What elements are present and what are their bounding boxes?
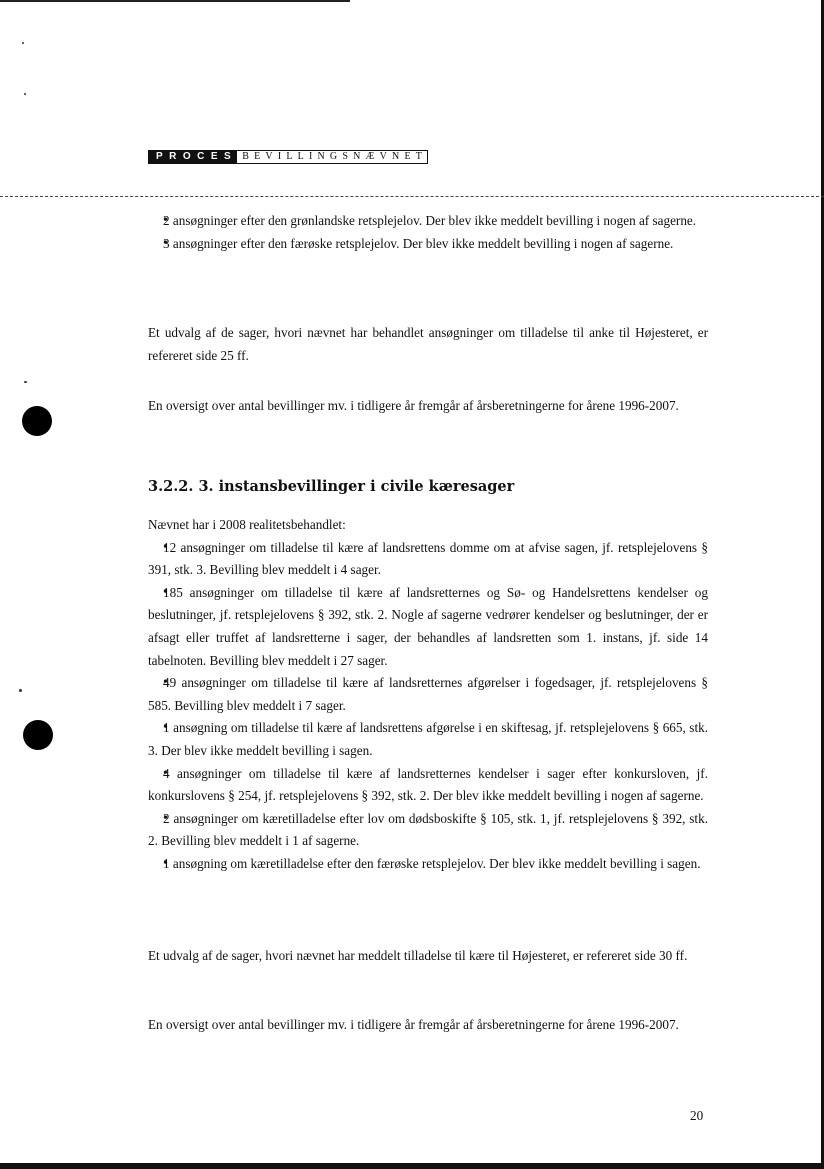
paragraph-text: Et udvalg af de sager, hvori nævnet har behandlet ansøgninger om tilladelse til anke til Højesteret, er refereret side 25 ff. bbox=[148, 325, 708, 363]
list-item: • 4 ansøgninger om tilladelse til kære af landsretternes kendelser i sager efter konkursloven, jf. konkurslovens § 254, jf. retsplejelovens § 392, stk. 2. Der blev ikke meddelt bevilling i nogen af sagerne. bbox=[148, 763, 708, 808]
paragraph-text: En oversigt over antal bevillinger mv. i tidligere år fremgår af årsberetningerne for årene 1996-2007. bbox=[148, 398, 679, 413]
scan-speck bbox=[24, 381, 27, 383]
intro-text: Nævnet har i 2008 realitetsbehandlet: bbox=[148, 517, 346, 532]
punch-hole bbox=[23, 720, 53, 750]
punch-hole bbox=[22, 406, 52, 436]
list-item: • 3 ansøgninger efter den færøske retsplejelov. Der blev ikke meddelt bevilling i nogen af sagerne. bbox=[148, 233, 708, 256]
page-number: 20 bbox=[690, 1108, 704, 1123]
page-header bbox=[148, 150, 428, 164]
scan-bottom-edge bbox=[0, 1163, 824, 1169]
header-divider bbox=[0, 196, 824, 197]
header-bevillingsnaevnet: BEVILLINGSNÆVNET bbox=[237, 150, 428, 164]
scan-speck bbox=[19, 689, 22, 692]
top-bullet-list bbox=[148, 210, 708, 255]
paragraph bbox=[148, 395, 708, 418]
list-item: • 12 ansøgninger om tilladelse til kære af landsrettens domme om at afvise sagen, jf. retsplejelovens § 391, stk. 3. Bevilling blev meddelt i 4 sager. bbox=[148, 537, 708, 582]
paragraph bbox=[148, 945, 708, 968]
list-item: • 2 ansøgninger om kæretilladelse efter lov om dødsboskifte § 105, stk. 1, jf. retsplejelovens § 392, stk. 2. Bevilling blev meddelt i 1 af sagerne. bbox=[148, 808, 708, 853]
paragraph-text: En oversigt over antal bevillinger mv. i tidligere år fremgår af årsberetningerne for årene 1996-2007. bbox=[148, 1017, 679, 1032]
paragraph bbox=[148, 322, 708, 367]
section-body bbox=[148, 514, 708, 876]
list-item: • 1 ansøgning om kæretilladelse efter den færøske retsplejelov. Der blev ikke meddelt bevilling i sagen. bbox=[148, 853, 708, 876]
paragraph-text: Et udvalg af de sager, hvori nævnet har meddelt tilladelse til kære til Højesteret, er refereret side 30 ff. bbox=[148, 948, 688, 963]
scan-top-line bbox=[0, 0, 350, 2]
list-item: • 49 ansøgninger om tilladelse til kære af landsretternes afgørelser i fogedsager, jf. retsplejelovens § 585. Bevilling blev meddelt i 7 sager. bbox=[148, 672, 708, 717]
list-item: • 185 ansøgninger om tilladelse til kære af landsretternes og Sø- og Handelsrettens kendelser og beslutninger, jf. retsplejelovens § 392, stk. 2. Nogle af sagerne vedrører kendelser og beslutninger, der er afsagt eller truffet af landsretterne i sager, der behandles af landsretten som 1. instans, jf. side 14 tabelnoten. Bevilling blev meddelt i 27 sager. bbox=[148, 582, 708, 672]
list-item: • 2 ansøgninger efter den grønlandske retsplejelov. Der blev ikke meddelt bevilling i nogen af sagerne. bbox=[148, 210, 708, 233]
list-item: • 1 ansøgning om tilladelse til kære af landsrettens afgørelse i en skiftesag, jf. retsplejelovens § 665, stk. 3. Der blev ikke meddelt bevilling i sagen. bbox=[148, 717, 708, 762]
paragraph bbox=[148, 1014, 708, 1037]
scan-speck bbox=[22, 42, 24, 44]
section-heading: 3.2.2. 3. instansbevillinger i civile kæresager bbox=[148, 478, 515, 495]
header-proces: PROCES bbox=[148, 150, 237, 164]
scan-speck bbox=[24, 93, 26, 95]
